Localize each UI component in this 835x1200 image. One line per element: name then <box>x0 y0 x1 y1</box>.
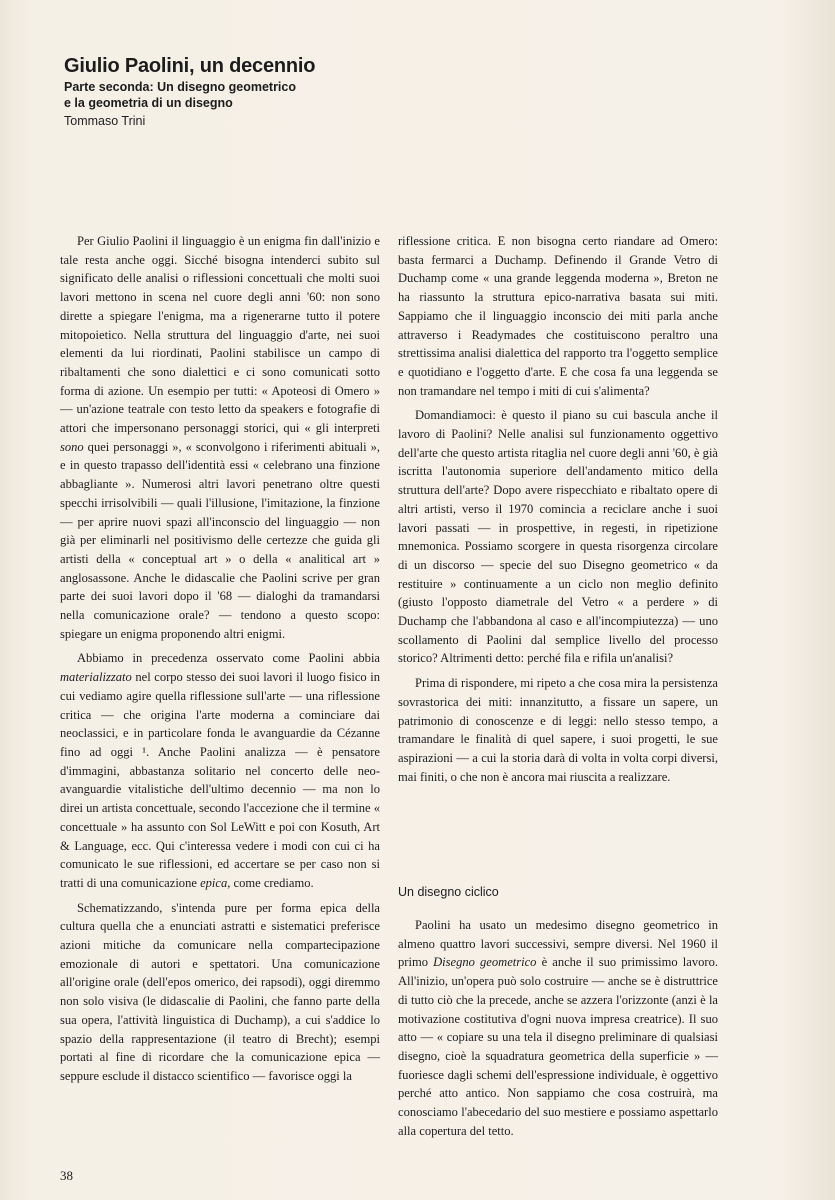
article-header <box>64 54 484 129</box>
right-column <box>398 232 718 792</box>
article-subtitle-line-2: e la geometria di un disegno <box>64 96 233 110</box>
section-heading: Un disegno ciclico <box>398 885 499 899</box>
page-number: 38 <box>60 1168 73 1183</box>
paragraph: Per Giulio Paolini il linguaggio è un enigma fin dall'inizio e tale resta anche oggi. Sicché bisogna intenderci subito sul significato delle analisi o riflessioni concettuali che molti suoi lavori mettono in scena nel cuore degli anni '60: non sono dirette a spiegare l'enigma, ma a rigenerarne tutto il potere mitopoietico. Nella struttura del linguaggio d'arte, nei suoi elementi da lui riordinati, Paolini stabilisce un campo di ribaltamenti che sono dialettici e ci sono comunicati sotto forma di azione. Un esempio per tutti: « Apoteosi di Omero » — un'azione teatrale con testo letto da speakers e fotografie di attori che impersonano personaggi storici, qui « gli interpreti sono quei personaggi », « sconvolgono i riferimenti abituali », e in questo trapasso dell'identità essi « celebrano una finzione abbagliante ». Numerosi altri lavori penetrano oltre questi specchi irrisolvibili — quali l'illusione, l'imitazione, la finzione — per aprire nuovi spazi all'inconscio del linguaggio — non già per eliminarli nel positivismo delle certezze che guida gli artisti della « conceptual art » o della « analitical art » anglosassone. Anche le didascalie che Paolini scrive per gran parte dei suoi lavori dopo il '68 — dialoghi da tramandarsi nella comunicazione orale? — tendono a questo scopo: spiegare un enigma proponendo altri enigmi. <box>60 234 380 641</box>
paragraph: riflessione critica. E non bisogna certo riandare ad Omero: basta fermarci a Duchamp. Definendo il Grande Vetro di Duchamp come « una grande leggenda moderna », Breton ne ha riassunto la struttura epico-narrativa basata sui miti. Sappiamo che il linguaggio inconscio dei miti parla anche attraverso i Readymades che costituiscono peraltro una strettissima analisi dialettica del rapporto tra l'oggetto semplice e quotidiano e l'oggetto d'arte. E che cosa fa una leggenda se non tramandare nel tempo i miti di cui s'alimenta? <box>398 234 718 398</box>
article-subtitle-line-1: Parte seconda: Un disegno geometrico <box>64 80 296 94</box>
left-column <box>60 232 380 1092</box>
paragraph: Paolini ha usato un medesimo disegno geometrico in almeno quattro lavori successivi, sempre diversi. Nel 1960 il primo Disegno geometrico è anche il suo primissimo lavoro. All'inizio, un'opera può solo costruire — anche se è distruttrice di tutto ciò che la precede, anche se azzera l'orizzonte (anzi è la motivazione costitutiva d'ogni nuova impresa creatrice). Il suo atto — « copiare su una tela il disegno preliminare di qualsiasi disegno, cioè la squadratura geometrica della superficie » — fuoriesce dagli schemi dell'espressione individuale, è oggettivo perché atto antico. Non sappiamo che cosa costruirà, ma conosciamo l'abecedario del suo mestiere e possiamo aspettarlo alla copertura del tetto. <box>398 918 718 1138</box>
right-column-section <box>398 916 718 1146</box>
article-author: Tommaso Trini <box>64 114 146 128</box>
article-title: Giulio Paolini, un decennio <box>64 55 316 77</box>
paragraph: Domandiamoci: è questo il piano su cui bascula anche il lavoro di Paolini? Nelle analisi sul funzionamento oggettivo dell'arte che questo artista ritaglia nel cuore degli anni '60, è già iscritta l'autonomia superiore dell'andamento mitico della struttura dell'arte? Dopo avere rispecchiato e ribaltato opere di altri artisti, verso il 1970 comincia a reciclare anche i suoi lavori passati — in prospettive, in regesti, in ripetizione mnemonica. Possiamo scorgere in questa risorgenza circolare di un discorso — specie del suo Disegno geometrico « da restituire » continuamente a un ciclo non meglio definito (giusto l'opposto diametrale del Vetro « a perdere » di Duchamp che l'abbandona al caso e all'incompiutezza) — uno scollamento di Paolini dal semplice livello del processo storico? Altrimenti detto: perché fila e rifila un'analisi? <box>398 408 718 666</box>
paragraph: Abbiamo in precedenza osservato come Paolini abbia materializzato nel corpo stesso dei suoi lavori il luogo fisico in cui vediamo agire quella riflessione sull'arte — una riflessione critica — che origina l'arte moderna a cominciare dai neoclassici, e in particolare fonda le avanguardie da Cézanne fino ad oggi ¹. Anche Paolini analizza — è pensatore d'immagini, abbastanza solitario nel concerto delle neo-avanguardie vitalistiche dell'ultimo decennio — ma non lo direi un artista concettuale, secondo l'accezione che il termine « concettuale » ha assunto con Sol LeWitt e poi con Kosuth, Art & Language, ecc. Qui c'interessa vedere i modi con cui ci ha comunicato le sue riflessioni, ed accertare se per caso non si tratti di una comunicazione epica, come crediamo. <box>60 651 380 890</box>
paragraph: Prima di rispondere, mi ripeto a che cosa mira la persistenza sovrastorica dei miti: innanzitutto, a fissare un sapere, un patrimonio di conoscenze e di leggi: nello stesso tempo, a tramandare le finalità di quel sapere, i suoi progetti, le sue aspirazioni — a cui la storia darà di volta in volta corpi diversi, mai finiti, o che non è ancora mai riuscita a realizzare. <box>398 676 718 784</box>
paragraph: Schematizzando, s'intenda pure per forma epica della cultura quella che a enunciati astratti e sistematici preferisce azioni mitiche da comunicare nella compartecipazione emozionale di autori e spettatori. Una comunicazione all'origine orale (dell'epos omerico, dei rapsodi), oggi diremmo non solo visiva (le didascalie di Paolini, che fanno parte della sua opera, l'attività linguistica di Duchamp), a cui s'addice lo spazio della rappresentazione (il teatro di Brecht); esempi portati al fine di ricordare che la comunicazione epica — seppure esclude il distacco scientifico — favorisce oggi la <box>60 900 380 1083</box>
